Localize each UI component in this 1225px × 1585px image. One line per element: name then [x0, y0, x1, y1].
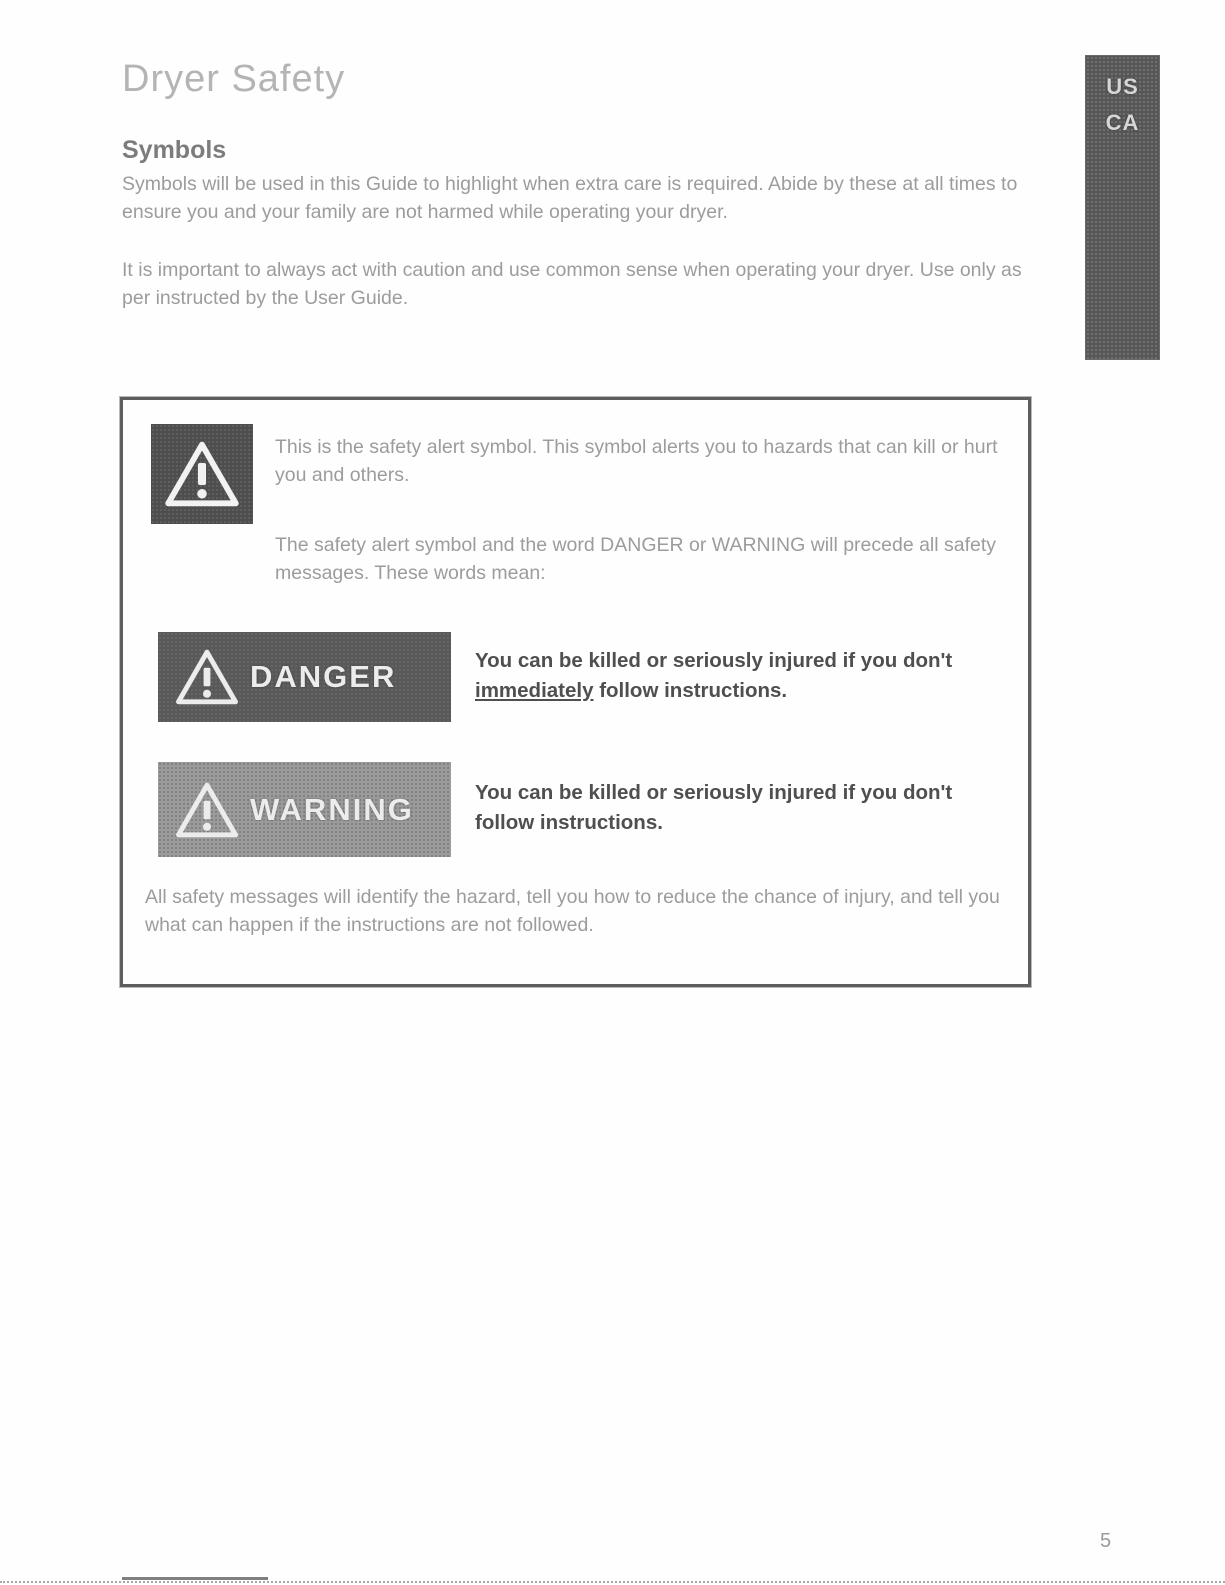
safety-alert-triangle-icon: [165, 441, 239, 507]
warning-triangle-icon: [176, 782, 238, 838]
safety-alert-symbol: [151, 424, 253, 524]
alert-symbol-description: This is the safety alert symbol. This symbol alerts you to hazards that can kill or hurt you and others.: [275, 436, 998, 486]
danger-label: DANGER: [250, 659, 397, 694]
footer-dotted-rule: [0, 1581, 1225, 1583]
safety-messages-box: [120, 397, 1031, 987]
page-title: Dryer Safety: [122, 58, 346, 100]
danger-banner: [158, 632, 451, 722]
footer-short-rule: [122, 1577, 268, 1580]
alert-words-explanation: The safety alert symbol and the word DANGER or WARNING will precede all safety messages. These words mean:: [275, 534, 997, 584]
symbols-paragraph-2: It is important to always act with caution and use common sense when operating your dryer. Use only as per instructed by the User Guide.: [122, 259, 1022, 309]
danger-message-post: follow instructions.: [593, 679, 788, 702]
danger-message-underlined: immediately: [475, 679, 594, 702]
region-badge-us: US: [1106, 74, 1139, 99]
region-badge-ca: CA: [1105, 110, 1140, 135]
warning-label: WARNING: [250, 791, 414, 827]
us-ca-region-badge: [1085, 55, 1160, 360]
symbols-heading: Symbols: [122, 136, 227, 164]
safety-box-footer-note: All safety messages will identify the hazard, tell you how to reduce the chance of injury, and tell you what can happen if the instructions are not followed.: [145, 886, 1000, 936]
page-number: 5: [1100, 1530, 1112, 1552]
danger-message-pre: You can be killed or seriously injured if you don't: [475, 649, 953, 672]
symbols-paragraph-1: Symbols will be used in this Guide to highlight when extra care is required. Abide by these at all times to ensure you and your family are not harmed while operating your dryer.: [122, 173, 1018, 223]
warning-banner: [158, 762, 451, 857]
danger-message: [475, 646, 1005, 706]
danger-triangle-icon: [176, 649, 238, 705]
warning-message: You can be killed or seriously injured if you don't follow instructions.: [475, 781, 953, 834]
